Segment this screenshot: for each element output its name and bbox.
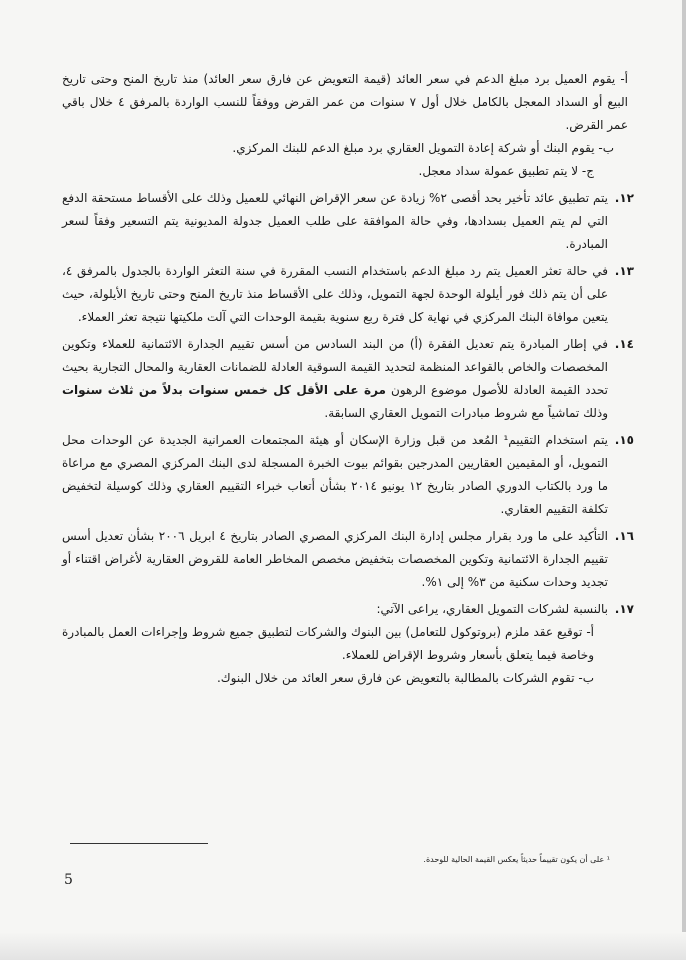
paragraph-11-a: أ- يقوم العميل برد مبلغ الدعم في سعر العائد (قيمة التعويض عن فارق سعر العائد) منذ تاريخ المنح وحتى تاريخ البيع أو السداد المعجل بالكامل خلال أول ٧ سنوات من عمر القرض ووفقاً للنسب الواردة بالمرفق ٤ خلال باقي عمر القرض. — [62, 72, 628, 132]
clause-text-part: في إطار المبادرة يتم تعديل الفقرة (أ) من البند السادس من أسس تقييم الجدارة الائتمانية للعملاء وتكوين المخصصات والخاص بالقواعد المنظمة لتحديد القيمة السوقية العادلة للضمانات العقارية والمحال التجارية بحيث تحدد القيمة العادلة للأصول موضوع الرهون — [62, 337, 608, 397]
paragraph-11-c: ج- لا يتم تطبيق عمولة سداد معجل. — [418, 164, 594, 178]
clause-13 — [62, 260, 634, 329]
clause-number: ١٤. — [614, 337, 634, 351]
clause-text — [62, 333, 634, 425]
clause-number: ١٧. — [614, 602, 634, 616]
clause-12 — [62, 187, 634, 256]
page-number: 5 — [64, 872, 73, 888]
clause-number: ١٦. — [614, 529, 634, 543]
paragraph-17-b: ب- تقوم الشركات بالمطالبة بالتعويض عن فارق سعر العائد من خلال البنوك. — [216, 671, 594, 685]
clause-15 — [62, 429, 634, 521]
paragraph-17-a: أ- توقيع عقد ملزم (بروتوكول للتعامل) بين البنوك والشركات لتطبيق جميع شروط وإجراءات العمل بالمبادرة وخاصة فيما يتعلق بأسعار وشروط الإقراض للعملاء. — [62, 625, 594, 662]
clause-number: ١٥. — [614, 433, 634, 447]
footnote-divider — [70, 843, 208, 844]
clause-text: يتم تطبيق عائد تأخير بحد أقصى ٢% زيادة عن سعر الإقراض النهائي للعميل وذلك على الأقساط مستحقة الدفع التي لم يتم العميل بسدادها، وفي حالة الموافقة على طلب العميل جدولة المديونية يتم التسعير وفقاً لسعر المبادرة. — [62, 191, 608, 251]
clause-text: يتم استخدام التقييم¹ المُعد من قبل وزارة الإسكان أو هيئة المجتمعات العمرانية الجديدة عن الوحدات محل التمويل، أو المقيمين العقاريين المدرجين بقوائم بيوت الخبرة المسجلة لدى البنك المركزي المصري مع مراعاة ما ورد بالكتاب الدوري الصادر بتاريخ ١٢ يونيو ٢٠١٤ بشأن أتعاب خبراء التقييم العقاري وذلك كوسيلة لتخفيض تكلفة التقييم العقاري. — [62, 433, 609, 516]
clause-number: ١٣. — [614, 264, 634, 278]
paragraph-11-b: ب- يقوم البنك أو شركة إعادة التمويل العقاري برد مبلغ الدعم للبنك المركزي. — [232, 141, 614, 155]
clause-text: التأكيد على ما ورد بقرار مجلس إدارة البنك المركزي المصري الصادر بتاريخ ٤ ابريل ٢٠٠٦ بشأن تعديل أسس تقييم الجدارة الائتمانية وتكوين المخصصات بتخفيض مخصص المخاطر العامة للقروض العقارية لأغراض اقتناء أو تجديد وحدات سكنية من ٣% إلى ١%. — [62, 529, 609, 589]
clause-text-bold: مرة على الأقل كل خمس سنوات بدلاً من ثلاث سنوات — [62, 383, 386, 397]
clause-14 — [62, 333, 634, 425]
footnote: ¹ على أن يكون تقييماً حديثاً يعكس القيمة الحالية للوحدة. — [423, 855, 610, 864]
clause-number: ١٢. — [614, 191, 634, 205]
clause-text: بالنسبة لشركات التمويل العقاري، يراعى الآتي: — [376, 602, 608, 616]
clause-text-part: وذلك تماشياً مع شروط مبادرات التمويل العقاري السابقة. — [324, 406, 608, 420]
clause-16 — [62, 525, 634, 594]
page-edge — [682, 0, 686, 960]
clause-17 — [62, 598, 634, 621]
document-body — [62, 68, 634, 690]
clause-text: في حالة تعثر العميل يتم رد مبلغ الدعم باستخدام النسب المقررة في سنة التعثر الواردة بالجدول بالمرفق ٤، على أن يتم ذلك فور أيلولة الوحدة لجهة التمويل، وذلك على الأقساط منذ تاريخ المنح وحتى تاريخ الأيلولة، حيث يتعين موافاة البنك المركزي في نهاية كل فترة ربع سنوية بقيمة الوحدات التي آلت ملكيتها نتيجة تعثر العملاء. — [62, 264, 608, 324]
